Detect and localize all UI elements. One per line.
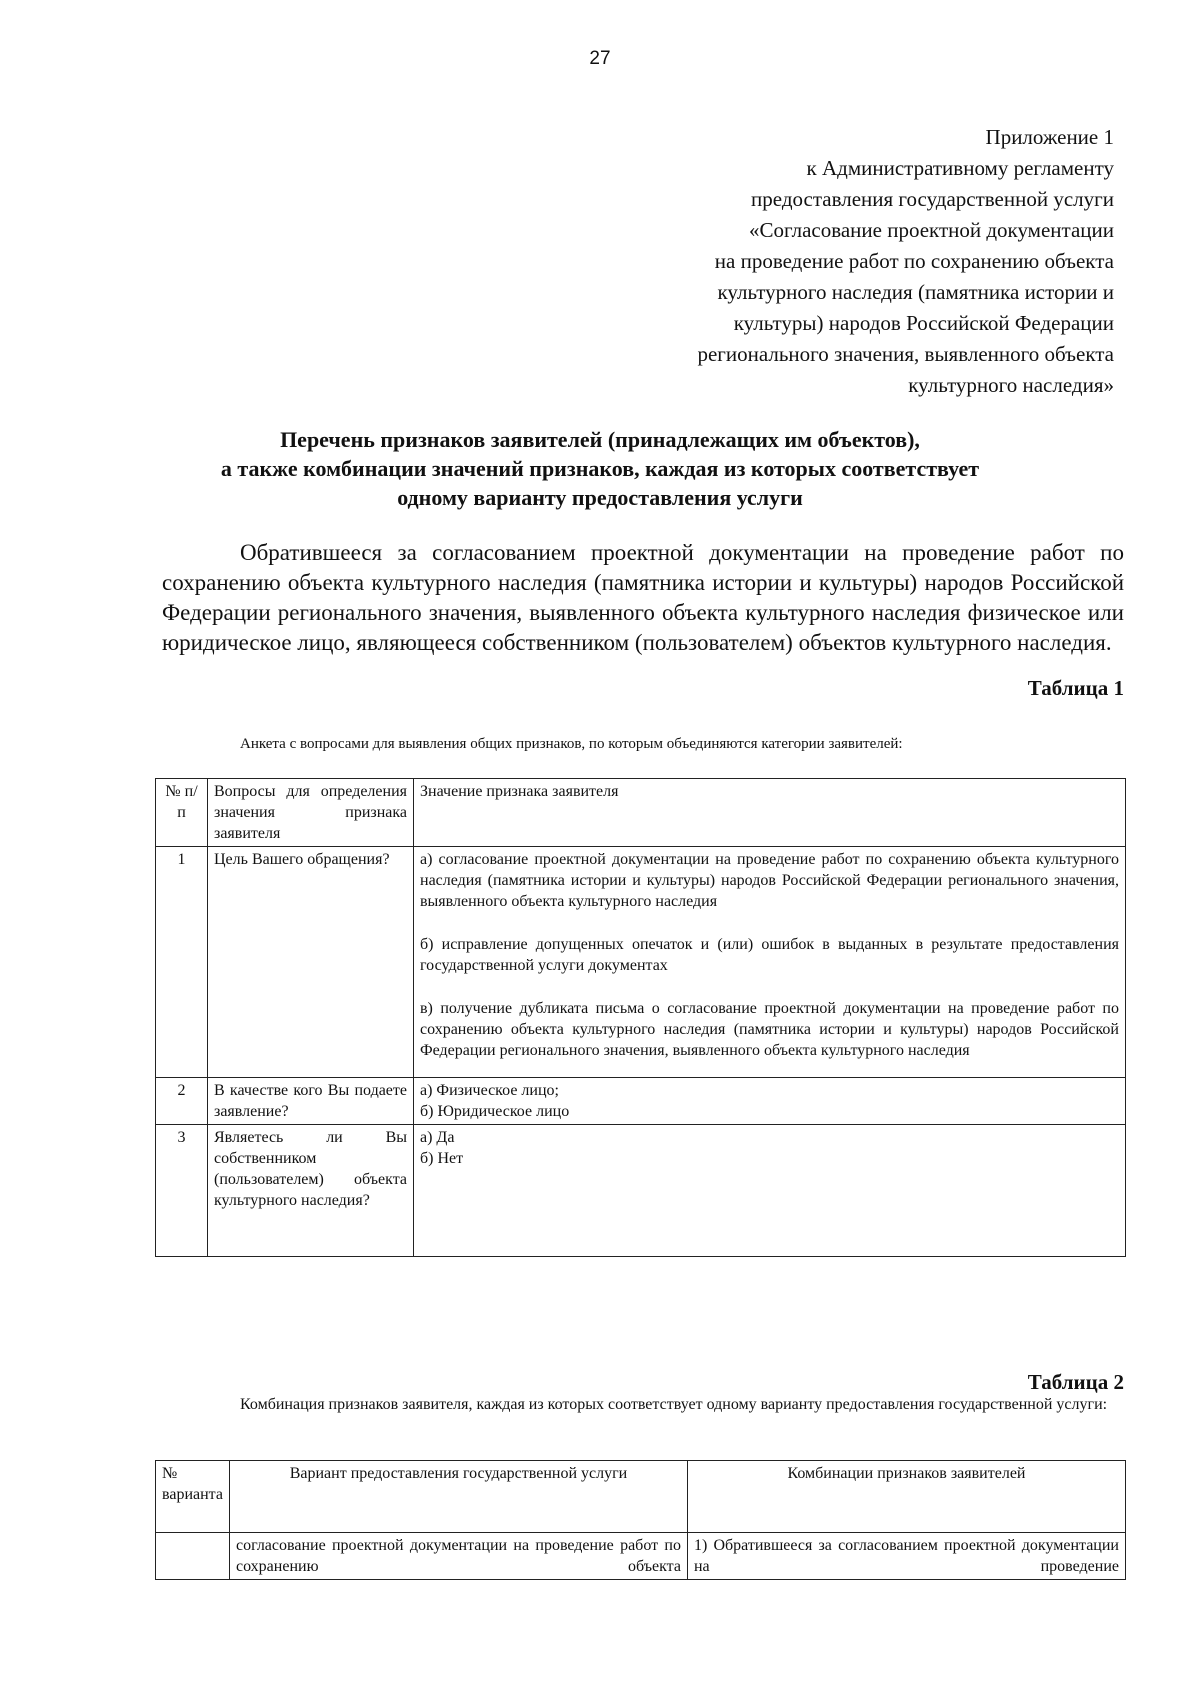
row-num: 3: [156, 1125, 208, 1257]
appendix-line: культурного наследия»: [908, 373, 1114, 397]
appendix-block: [554, 122, 1114, 401]
header-variant: Вариант предоставления государственной услуги: [229, 1461, 687, 1533]
intro-text: Обратившееся за согласованием проектной документации на проведение работ по сохранению объекта культурного наследия (памятника истории и культуры) народов Российской Федерации регионального значения, выявленного объекта культурного наследия физическое или юридическое лицо, являющееся собственником (пользователем) объектов культурного наследия.: [162, 540, 1124, 655]
value-option: б) Юридическое лицо: [420, 1103, 570, 1120]
heading-line: Перечень признаков заявителей (принадлежащих им объектов),: [280, 427, 920, 452]
header-num: № п/п: [156, 779, 208, 847]
document-heading: [0, 425, 1200, 512]
table-header-row: [156, 1461, 1126, 1533]
table2-caption-text: Комбинация признаков заявителя, каждая из которых соответствует одному варианту предоставления государственной услуги:: [240, 1396, 1108, 1413]
row-variant: согласование проектной документации на проведение работ по сохранению объекта: [229, 1533, 687, 1580]
row-num: [156, 1533, 230, 1580]
table-row: [156, 1533, 1126, 1580]
table-row: [156, 847, 1126, 1078]
table-row: [156, 1078, 1126, 1125]
header-variant-num: № варианта: [156, 1461, 230, 1533]
table-header-row: [156, 779, 1126, 847]
row-values: [414, 847, 1126, 1078]
table1-caption: [162, 734, 1124, 754]
appendix-line: предоставления государственной услуги: [751, 187, 1114, 211]
appendix-line: на проведение работ по сохранению объекта: [714, 249, 1114, 273]
header-question: Вопросы для определения значения признака заявителя: [208, 779, 414, 847]
table1-label: Таблица 1: [1027, 676, 1124, 700]
appendix-line: к Административному регламенту: [806, 156, 1114, 180]
heading-line: а также комбинации значений признаков, каждая из которых соответствует: [220, 456, 980, 481]
intro-paragraph: [162, 538, 1124, 658]
appendix-line: Приложение 1: [985, 125, 1114, 149]
heading-line: одному варианту предоставления услуги: [397, 485, 803, 510]
page-number: 27: [589, 48, 611, 69]
table2-label: Таблица 2: [1027, 1370, 1124, 1394]
appendix-line: «Согласование проектной документации: [749, 218, 1114, 242]
row-values: [414, 1125, 1126, 1257]
table2-caption: [162, 1394, 1124, 1416]
value-option: а) согласование проектной документации на проведение работ по сохранению объекта культурного наследия (памятника истории и культуры) народов Российской Федерации регионального значения, выявленного объекта культурного наследия: [420, 851, 1119, 910]
row-question: В качестве кого Вы подаете заявление?: [208, 1078, 414, 1125]
table-row: [156, 1125, 1126, 1257]
value-option: в) получение дубликата письма о согласование проектной документации на проведение работ по сохранению объекта культурного наследия (памятника истории и культуры) народов Российской Федерации регионального значения, выявленного объекта культурного наследия: [420, 1000, 1119, 1059]
applicant-questions-table: [155, 778, 1126, 1257]
row-num: 2: [156, 1078, 208, 1125]
appendix-line: культуры) народов Российской Федерации: [733, 311, 1114, 335]
header-combination: Комбинации признаков заявителей: [687, 1461, 1125, 1533]
value-option: а) Физическое лицо;: [420, 1082, 559, 1099]
row-values: [414, 1078, 1126, 1125]
variant-combinations-table: [155, 1460, 1126, 1580]
row-question: Цель Вашего обращения?: [208, 847, 414, 1078]
value-option: а) Да: [420, 1129, 455, 1146]
value-option: б) Нет: [420, 1150, 464, 1167]
header-value: Значение признака заявителя: [414, 779, 1126, 847]
value-option: б) исправление допущенных опечаток и (или) ошибок в выданных в результате предоставления государственной услуги документах: [420, 936, 1119, 974]
row-combination: 1) Обратившееся за согласованием проектной документации на проведение: [687, 1533, 1125, 1580]
table1-caption-text: Анкета с вопросами для выявления общих признаков, по которым объединяются категории заявителей:: [240, 736, 903, 752]
row-num: 1: [156, 847, 208, 1078]
appendix-line: культурного наследия (памятника истории и: [717, 280, 1114, 304]
appendix-line: регионального значения, выявленного объекта: [697, 342, 1114, 366]
row-question: Являетесь ли Вы собственником (пользователем) объекта культурного наследия?: [208, 1125, 414, 1257]
